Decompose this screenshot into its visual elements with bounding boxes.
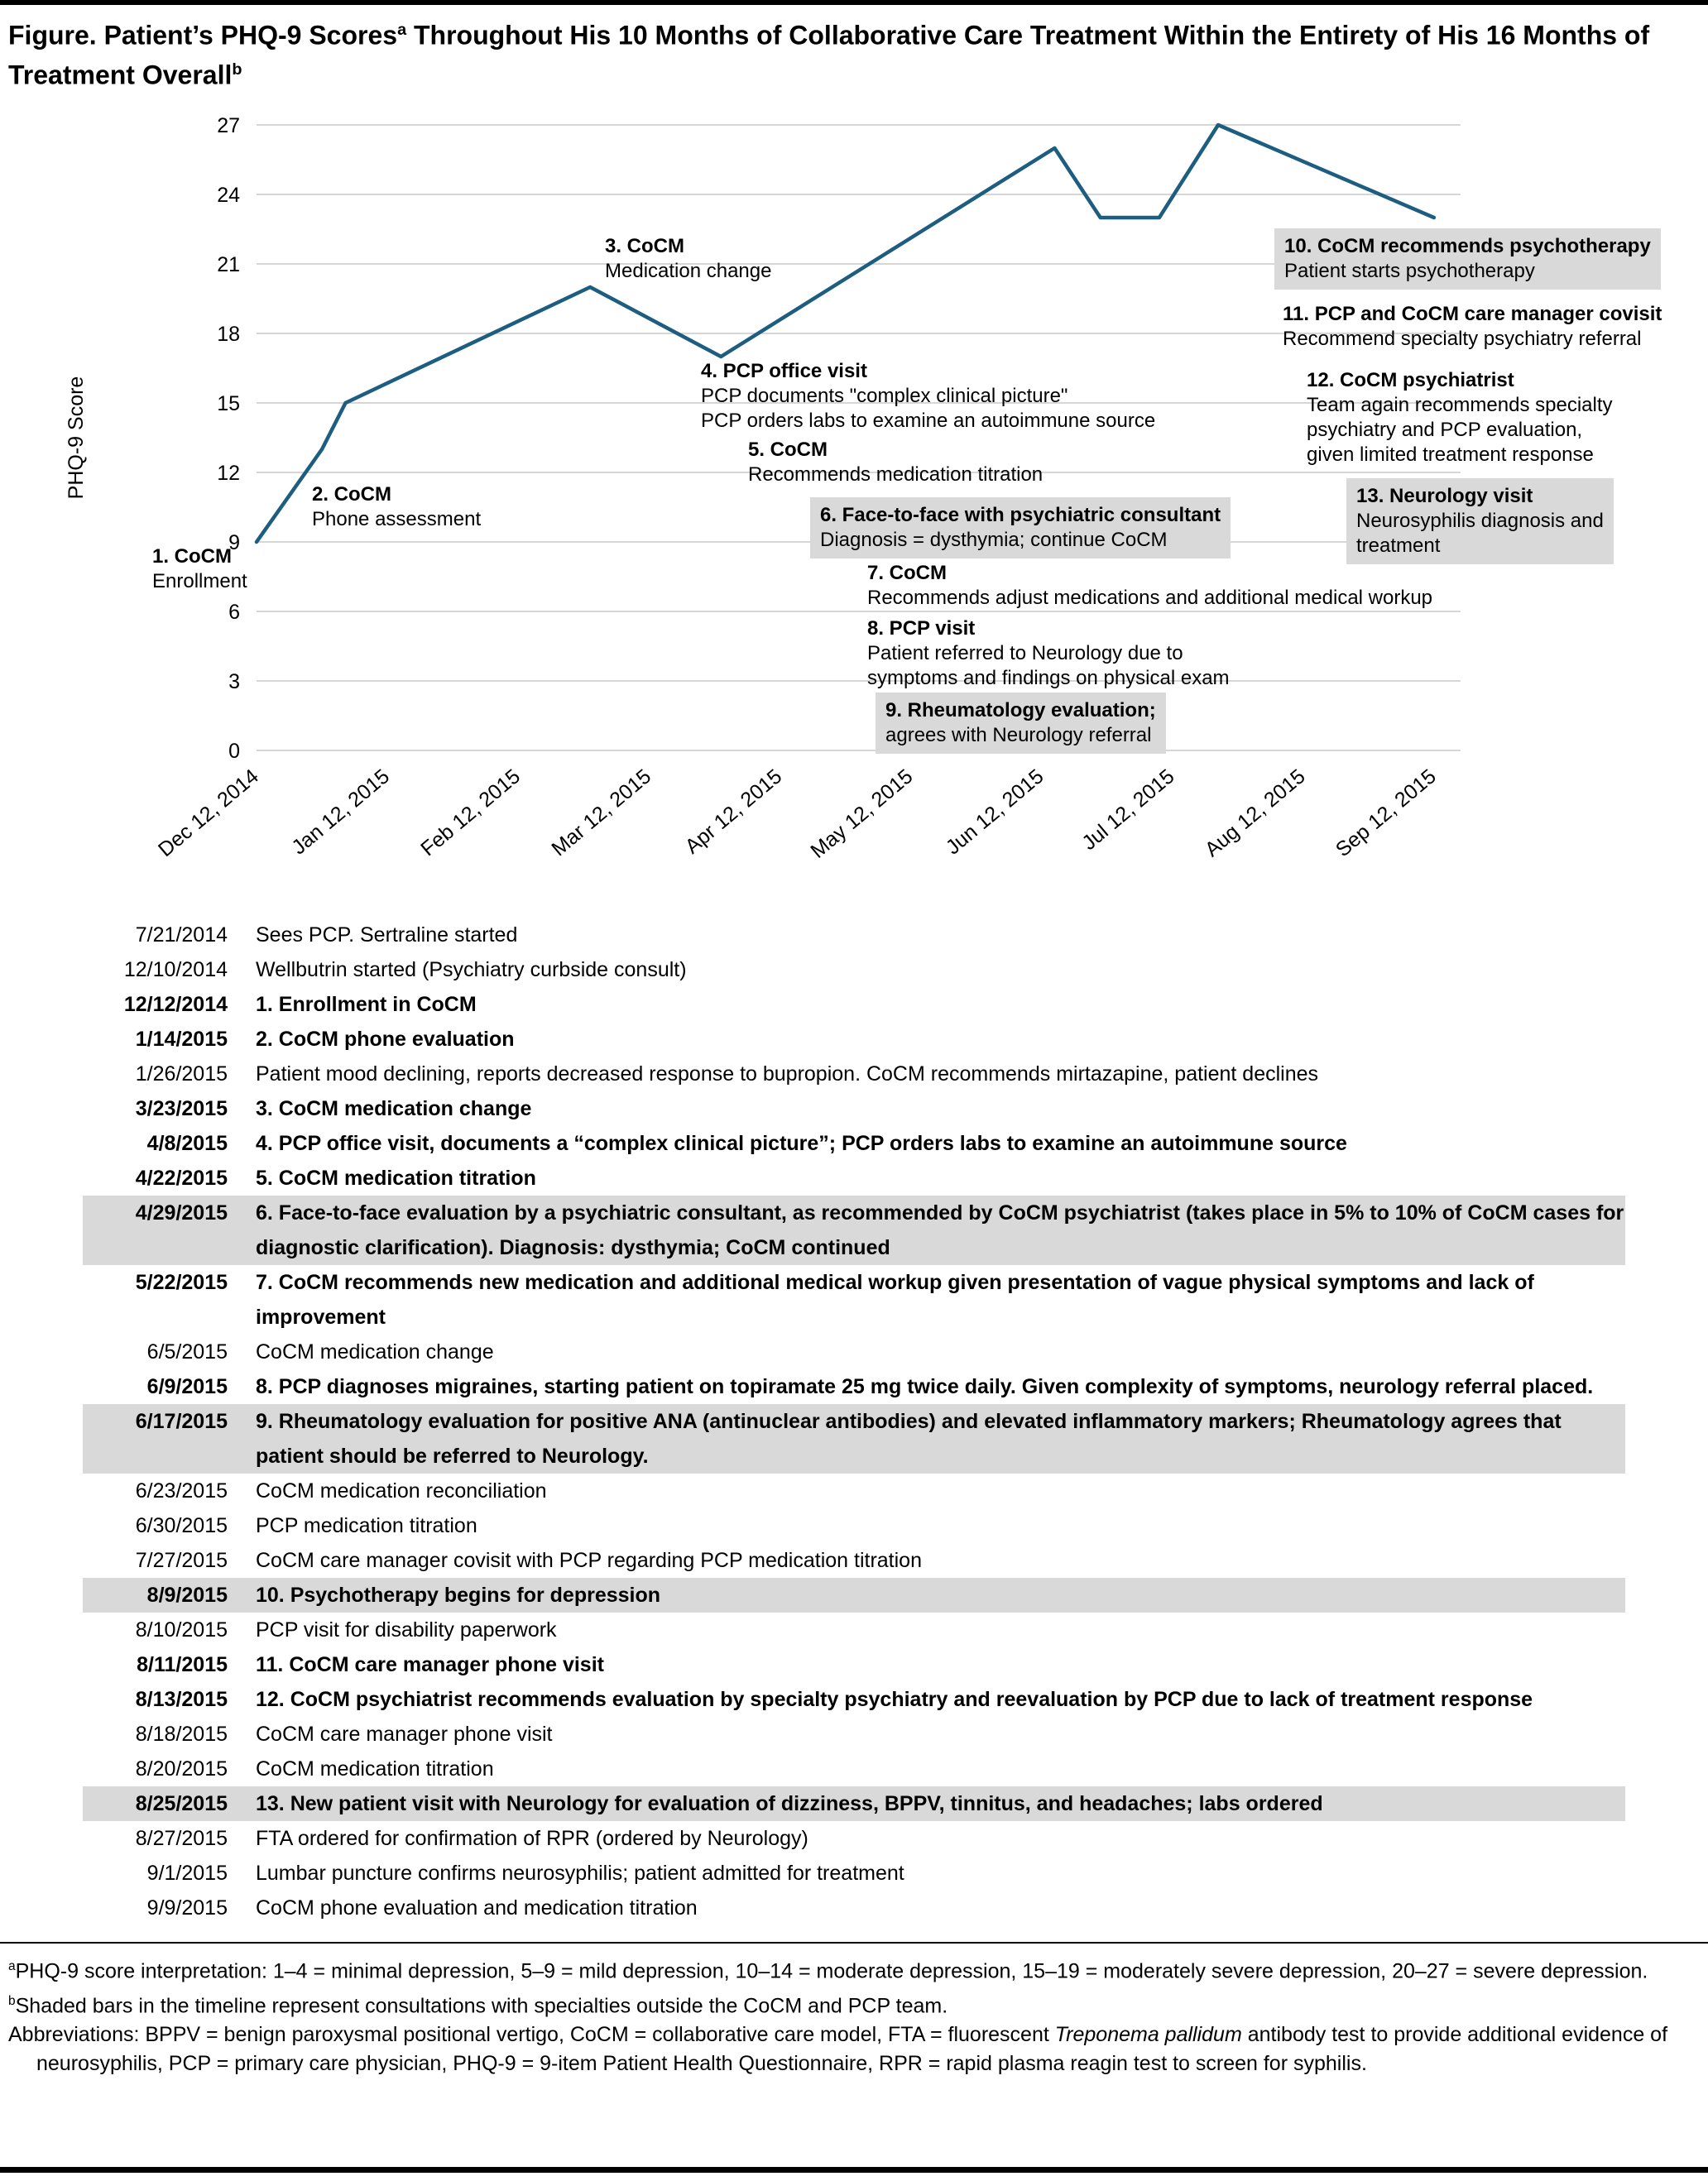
timeline-row [83, 1786, 1625, 1821]
timeline-text: PCP visit for disability paperwork [256, 1618, 557, 1642]
annotation-line: 9. Rheumatology evaluation; [885, 699, 1156, 722]
annotation-line: Patient starts psychotherapy [1284, 260, 1535, 283]
y-axis-label: PHQ-9 Score [65, 376, 88, 500]
chart-annotation-6 [810, 497, 1231, 558]
annotation-line: 6. Face-to-face with psychiatric consultant [820, 504, 1221, 527]
timeline-text: 7. CoCM recommends new medication and additional medical workup given presentation of vague physical symptoms and lack of improvement [256, 1271, 1534, 1330]
timeline-date: 4/29/2015 [135, 1201, 228, 1225]
chart-annotation-10 [1274, 228, 1661, 290]
timeline-date: 8/13/2015 [135, 1688, 228, 1712]
timeline-text: 2. CoCM phone evaluation [256, 1028, 515, 1052]
chart-annotation-13 [1346, 478, 1614, 564]
timeline-text: 4. PCP office visit, documents a “complex clinical picture”; PCP orders labs to examine an autoimmune source [256, 1132, 1347, 1156]
footnote-divider [0, 1942, 1708, 1944]
annotation-line: PCP documents "complex clinical picture" [701, 385, 1068, 408]
annotation-line: Patient referred to Neurology due to [867, 642, 1183, 665]
annotation-line: 11. PCP and CoCM care manager covisit [1283, 303, 1662, 326]
chart-annotation-3 [605, 234, 771, 284]
chart-annotation-1 [152, 544, 247, 594]
annotation-line: Diagnosis = dysthymia; continue CoCM [820, 529, 1168, 552]
timeline-text: 11. CoCM care manager phone visit [256, 1653, 604, 1677]
timeline-date: 6/17/2015 [135, 1410, 228, 1434]
timeline-row [83, 1057, 1625, 1091]
timeline-date: 6/23/2015 [135, 1479, 228, 1503]
treatment-timeline-list [0, 918, 1708, 1925]
y-tick-label: 24 [217, 184, 240, 208]
annotation-line: Phone assessment [312, 508, 482, 531]
x-tick-label: Aug 12, 2015 [1200, 765, 1310, 862]
x-tick-label: Apr 12, 2015 [680, 765, 787, 859]
x-tick-label: May 12, 2015 [806, 765, 918, 864]
timeline-date: 8/20/2015 [135, 1757, 228, 1781]
timeline-text: 1. Enrollment in CoCM [256, 993, 477, 1017]
timeline-row [83, 1578, 1625, 1613]
chart-annotation-5 [748, 438, 1043, 487]
timeline-date: 8/9/2015 [146, 1584, 228, 1608]
timeline-row [83, 1647, 1625, 1682]
annotation-line: PCP orders labs to examine an autoimmune source [701, 410, 1156, 433]
y-tick-label: 12 [217, 462, 240, 486]
figure-title [0, 5, 1708, 95]
chart-annotation-11 [1283, 302, 1662, 352]
timeline-text: 12. CoCM psychiatrist recommends evaluation by specialty psychiatry and reevaluation by PCP due to lack of treatment response [256, 1688, 1533, 1712]
abbreviations-text: Abbreviations: BPPV = benign paroxysmal positional vertigo, CoCM = collaborative care model, FTA = fluorescent [8, 2022, 1055, 2046]
timeline-text: 6. Face-to-face evaluation by a psychiatric consultant, as recommended by CoCM psychiatrist (takes place in 5% to 10% of CoCM cases for diagnostic clarification). Diagnosis: dysthymia; CoCM continued [256, 1201, 1624, 1260]
timeline-date: 12/12/2014 [123, 993, 228, 1017]
timeline-date: 6/9/2015 [146, 1375, 228, 1399]
annotation-line: 3. CoCM [605, 235, 684, 258]
timeline-row [83, 952, 1625, 987]
timeline-row [83, 1717, 1625, 1752]
timeline-date: 8/11/2015 [137, 1653, 228, 1677]
timeline-text: 13. New patient visit with Neurology for evaluation of dizziness, BPPV, tinnitus, and headaches; labs ordered [256, 1792, 1323, 1816]
timeline-date: 7/21/2014 [135, 923, 228, 947]
timeline-text: 8. PCP diagnoses migraines, starting patient on topiramate 25 mg twice daily. Given complexity of symptoms, neurology referral placed. [256, 1375, 1594, 1399]
annotation-line: 12. CoCM psychiatrist [1307, 369, 1514, 392]
chart-annotation-12 [1307, 368, 1613, 467]
annotation-line: 10. CoCM recommends psychotherapy [1284, 235, 1651, 258]
timeline-row [83, 1404, 1625, 1474]
timeline-date: 9/9/2015 [146, 1896, 228, 1920]
timeline-row [83, 1821, 1625, 1856]
y-tick-label: 3 [228, 670, 240, 694]
annotation-line: Recommends medication titration [748, 463, 1044, 487]
annotation-line: agrees with Neurology referral [885, 724, 1152, 747]
timeline-row [83, 1335, 1625, 1369]
timeline-row [83, 1543, 1625, 1578]
timeline-row [83, 1474, 1625, 1508]
annotation-line: Medication change [605, 260, 772, 283]
footnote-b-marker: b [8, 1993, 16, 2008]
timeline-text: CoCM phone evaluation and medication titration [256, 1896, 698, 1920]
annotation-line: Neurosyphilis diagnosis and [1356, 510, 1604, 533]
annotation-line: 4. PCP office visit [701, 360, 867, 383]
y-tick-label: 21 [217, 253, 240, 277]
timeline-date: 6/5/2015 [146, 1340, 228, 1364]
timeline-row [83, 1508, 1625, 1543]
timeline-row [83, 987, 1625, 1022]
abbreviations-italic-term: Treponema pallidum [1054, 2022, 1242, 2046]
timeline-row [83, 1891, 1625, 1925]
footnote-b [8, 1987, 1700, 2020]
timeline-date: 9/1/2015 [146, 1862, 228, 1886]
timeline-row [83, 918, 1625, 952]
timeline-date: 1/26/2015 [135, 1062, 228, 1086]
annotation-line: Recommends adjust medications and additional medical workup [867, 587, 1433, 610]
timeline-text: FTA ordered for confirmation of RPR (ordered by Neurology) [256, 1827, 808, 1851]
timeline-text: CoCM medication titration [256, 1757, 494, 1781]
timeline-text: Wellbutrin started (Psychiatry curbside consult) [256, 958, 687, 982]
y-tick-label: 6 [228, 601, 240, 625]
timeline-row [83, 1126, 1625, 1161]
timeline-date: 3/23/2015 [135, 1097, 228, 1121]
y-tick-label: 15 [217, 392, 240, 416]
x-tick-label: Jan 12, 2015 [287, 765, 394, 860]
timeline-row [83, 1369, 1625, 1404]
timeline-date: 4/8/2015 [146, 1132, 228, 1156]
chart-annotation-4 [701, 359, 1155, 434]
timeline-date: 8/25/2015 [135, 1792, 228, 1816]
x-tick-label: Mar 12, 2015 [547, 765, 656, 861]
footnote-marker-a: a [397, 21, 407, 39]
timeline-text: PCP medication titration [256, 1514, 477, 1538]
timeline-text: 5. CoCM medication titration [256, 1167, 536, 1191]
x-tick-label: Jun 12, 2015 [941, 765, 1048, 860]
figure-title-text: Figure. Patient’s PHQ-9 Scores [8, 20, 398, 50]
timeline-date: 8/18/2015 [135, 1723, 228, 1747]
annotation-line: Team again recommends specialty [1307, 394, 1613, 417]
timeline-date: 1/14/2015 [135, 1028, 228, 1052]
timeline-text: Sees PCP. Sertraline started [256, 923, 518, 947]
timeline-row [83, 1265, 1625, 1335]
footnote-a [8, 1952, 1700, 1986]
y-tick-label: 0 [228, 740, 240, 764]
x-tick-label: Dec 12, 2014 [153, 765, 263, 862]
timeline-text: CoCM care manager covisit with PCP regarding PCP medication titration [256, 1549, 922, 1573]
timeline-row [83, 1196, 1625, 1265]
timeline-text: CoCM medication reconciliation [256, 1479, 547, 1503]
x-tick-label: Feb 12, 2015 [416, 765, 525, 861]
annotation-line: symptoms and findings on physical exam [867, 667, 1230, 690]
timeline-row [83, 1682, 1625, 1717]
abbreviations-text-2: antibody test to provide additional evidence of neurosyphilis, PCP = primary care physician, PHQ-9 = 9-item Patient Health Questionnaire, RPR = rapid plasma reagin test to screen for syphilis. [36, 2022, 1668, 2075]
timeline-row [83, 1613, 1625, 1647]
timeline-text: Patient mood declining, reports decreased response to bupropion. CoCM recommends mirtazapine, patient declines [256, 1062, 1319, 1086]
timeline-text: 10. Psychotherapy begins for depression [256, 1584, 661, 1608]
annotation-line: 5. CoCM [748, 439, 828, 462]
annotation-line: 8. PCP visit [867, 617, 976, 640]
timeline-text: 9. Rheumatology evaluation for positive ANA (antinuclear antibodies) and elevated inflammatory markers; Rheumatology agrees that patient should be referred to Neurology. [256, 1410, 1562, 1469]
footnote-marker-b: b [232, 60, 242, 79]
annotation-line: 1. CoCM [152, 545, 232, 568]
annotation-line: 13. Neurology visit [1356, 485, 1533, 508]
footnote-b-text: Shaded bars in the timeline represent consultations with specialties outside the CoCM and PCP team. [15, 1993, 948, 2017]
timeline-date: 7/27/2015 [135, 1549, 228, 1573]
annotation-line: 2. CoCM [312, 483, 391, 506]
annotation-line: psychiatry and PCP evaluation, [1307, 419, 1583, 442]
annotation-line: Recommend specialty psychiatry referral [1283, 328, 1642, 351]
phq9-line-chart [0, 95, 1708, 899]
timeline-date: 12/10/2014 [123, 958, 228, 982]
timeline-date: 8/27/2015 [135, 1827, 228, 1851]
y-tick-label: 18 [217, 323, 240, 347]
timeline-date: 5/22/2015 [135, 1271, 228, 1295]
timeline-row [83, 1752, 1625, 1786]
figure-title-text-2: Throughout His 10 Months of Collaborative Care Treatment Within the Entirety of His 16 Months of Treatment Overall [8, 20, 1650, 90]
abbreviations-note [8, 2020, 1700, 2078]
annotation-line: treatment [1356, 534, 1441, 558]
timeline-row [83, 1161, 1625, 1196]
annotation-line: 7. CoCM [867, 562, 947, 585]
timeline-text: CoCM care manager phone visit [256, 1723, 553, 1747]
timeline-date: 6/30/2015 [135, 1514, 228, 1538]
footnote-a-text: PHQ-9 score interpretation: 1–4 = minimal depression, 5–9 = mild depression, 10–14 = moderate depression, 15–19 = moderately severe depression, 20–27 = severe depression. [15, 1959, 1648, 1983]
timeline-text: Lumbar puncture confirms neurosyphilis; patient admitted for treatment [256, 1862, 904, 1886]
timeline-text: 3. CoCM medication change [256, 1097, 532, 1121]
chart-annotation-8 [867, 616, 1230, 691]
timeline-date: 4/22/2015 [135, 1167, 228, 1191]
timeline-row [83, 1856, 1625, 1891]
y-tick-label: 27 [217, 114, 240, 138]
timeline-text: CoCM medication change [256, 1340, 494, 1364]
timeline-row [83, 1091, 1625, 1126]
timeline-row [83, 1022, 1625, 1057]
chart-annotation-2 [312, 482, 481, 532]
bottom-border [0, 2167, 1708, 2173]
y-tick-label: 9 [228, 531, 240, 555]
timeline-date: 8/10/2015 [135, 1618, 228, 1642]
footnote-a-marker: a [8, 1959, 16, 1974]
x-tick-label: Sep 12, 2015 [1331, 765, 1441, 862]
footnotes [0, 1952, 1708, 2078]
annotation-line: Enrollment [152, 570, 247, 593]
x-tick-label: Jul 12, 2015 [1077, 765, 1179, 856]
chart-annotation-9 [876, 693, 1166, 754]
annotation-line: given limited treatment response [1307, 443, 1594, 467]
chart-annotation-7 [867, 561, 1432, 611]
